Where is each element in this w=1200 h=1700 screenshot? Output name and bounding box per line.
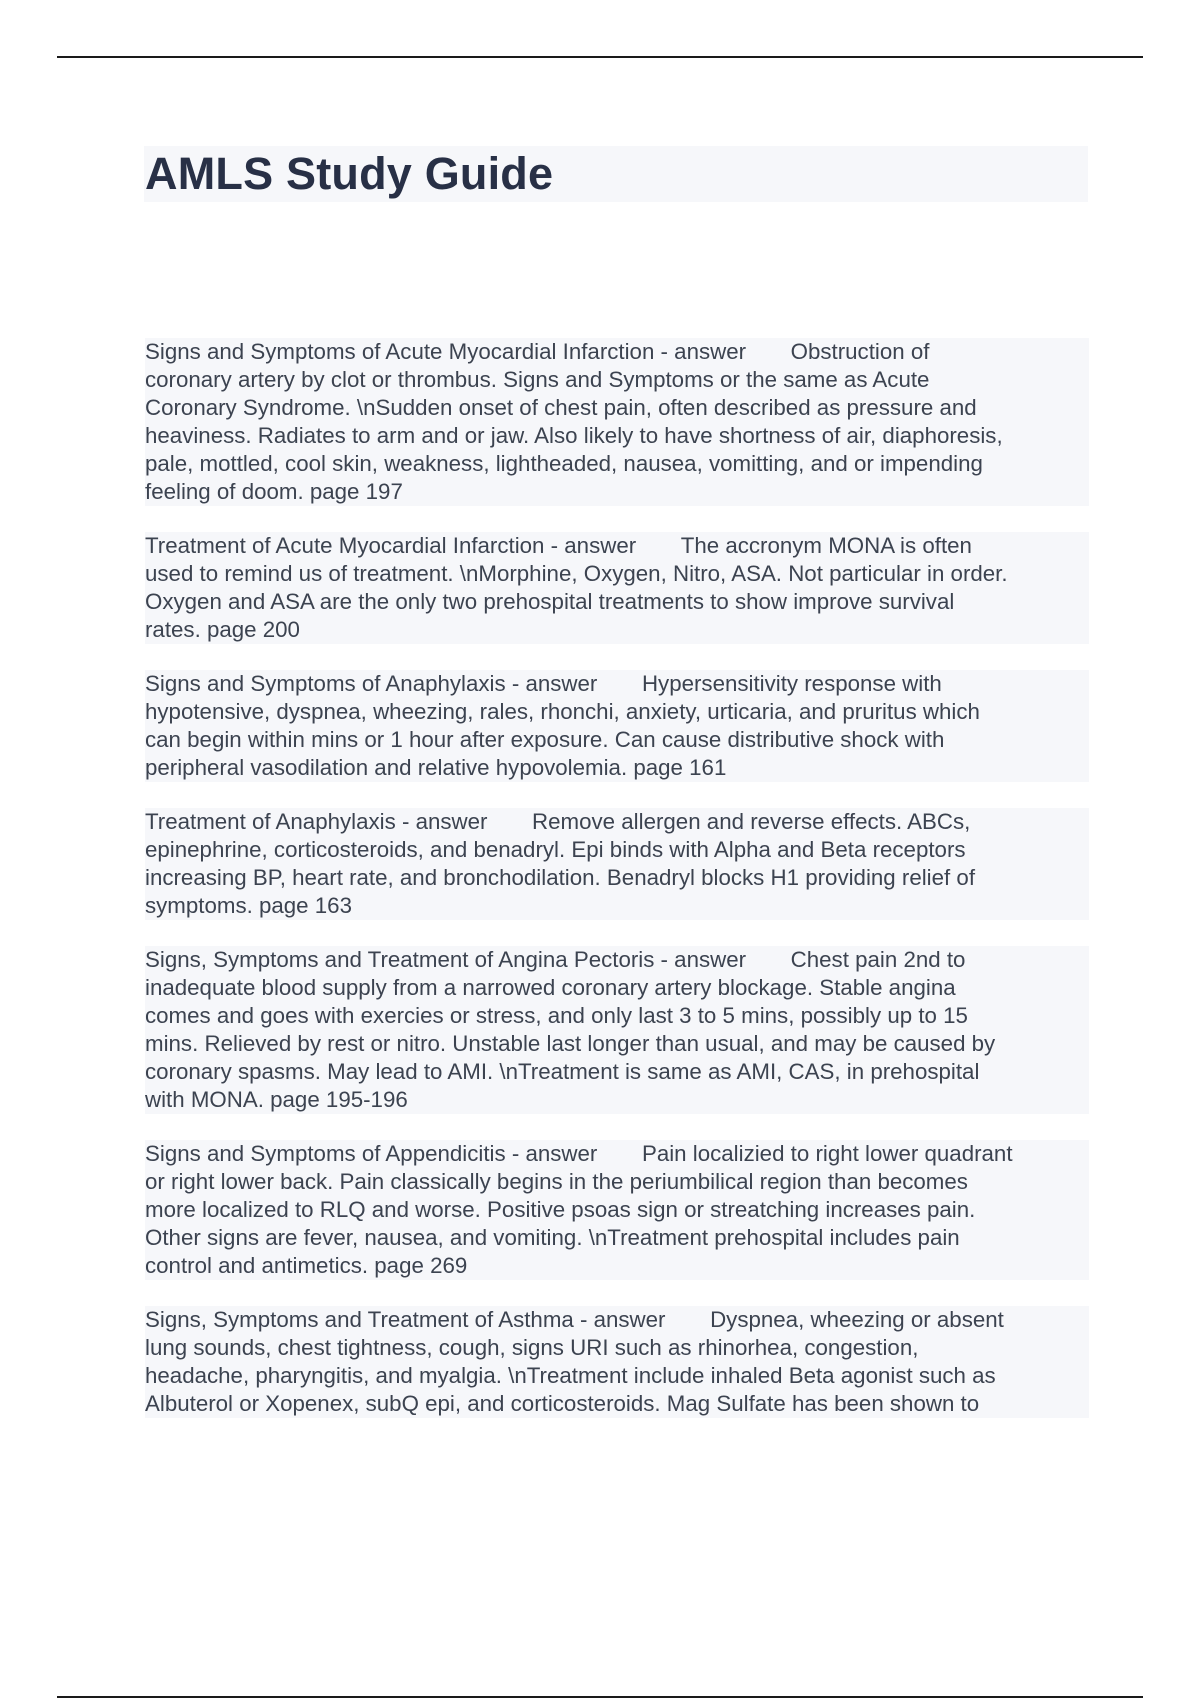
entry-line: with MONA. page 195-196 [145,1086,1089,1114]
entry-line: peripheral vasodilation and relative hypovolemia. page 161 [145,754,1089,782]
entry-line: inadequate blood supply from a narrowed coronary artery blockage. Stable angina [145,974,1089,1002]
entry-line: Oxygen and ASA are the only two prehospital treatments to show improve survival [145,588,1089,616]
entry-appendicitis [145,1140,1089,1280]
top-rule [57,56,1143,58]
entry-ami-signs [145,338,1089,506]
entry-line: can begin within mins or 1 hour after exposure. Can cause distributive shock with [145,726,1089,754]
entry-line: comes and goes with exercies or stress, and only last 3 to 5 mins, possibly up to 15 [145,1002,1089,1030]
entry-line: mins. Relieved by rest or nitro. Unstable last longer than usual, and may be caused by [145,1030,1089,1058]
entry-line: feeling of doom. page 197 [145,478,1089,506]
entry-line: epinephrine, corticosteroids, and benadryl. Epi binds with Alpha and Beta receptors [145,836,1089,864]
entry-line: coronary artery by clot or thrombus. Signs and Symptoms or the same as Acute [145,366,1089,394]
study-entries [145,338,1089,1444]
entry-line: used to remind us of treatment. \nMorphine, Oxygen, Nitro, ASA. Not particular in order. [145,560,1089,588]
bottom-rule [57,1696,1143,1698]
entry-anaphylaxis-signs [145,670,1089,782]
entry-line: increasing BP, heart rate, and bronchodilation. Benadryl blocks H1 providing relief of [145,864,1089,892]
entry-line: heaviness. Radiates to arm and or jaw. Also likely to have shortness of air, diaphoresis, [145,422,1089,450]
entry-line: Signs, Symptoms and Treatment of Angina Pectoris - answer Chest pain 2nd to [145,946,1089,974]
entry-line: pale, mottled, cool skin, weakness, lightheaded, nausea, vomitting, and or impending [145,450,1089,478]
entry-line: headache, pharyngitis, and myalgia. \nTreatment include inhaled Beta agonist such as [145,1362,1089,1390]
entry-line: control and antimetics. page 269 [145,1252,1089,1280]
entry-line: lung sounds, chest tightness, cough, signs URI such as rhinorhea, congestion, [145,1334,1089,1362]
entry-angina [145,946,1089,1114]
entry-line: more localized to RLQ and worse. Positive psoas sign or streatching increases pain. [145,1196,1089,1224]
entry-line: Signs and Symptoms of Anaphylaxis - answer Hypersensitivity response with [145,670,1089,698]
entry-line: Other signs are fever, nausea, and vomiting. \nTreatment prehospital includes pain [145,1224,1089,1252]
page-title: AMLS Study Guide [145,148,554,199]
entry-line: Signs and Symptoms of Acute Myocardial Infarction - answer Obstruction of [145,338,1089,366]
entry-line: rates. page 200 [145,616,1089,644]
entry-line: coronary spasms. May lead to AMI. \nTreatment is same as AMI, CAS, in prehospital [145,1058,1089,1086]
entry-anaphylaxis-treatment [145,808,1089,920]
entry-line: or right lower back. Pain classically begins in the periumbilical region than becomes [145,1168,1089,1196]
entry-line: Signs and Symptoms of Appendicitis - answer Pain localizied to right lower quadrant [145,1140,1089,1168]
entry-line: Signs, Symptoms and Treatment of Asthma - answer Dyspnea, wheezing or absent [145,1306,1089,1334]
entry-line: symptoms. page 163 [145,892,1089,920]
entry-line: Coronary Syndrome. \nSudden onset of chest pain, often described as pressure and [145,394,1089,422]
entry-line: Albuterol or Xopenex, subQ epi, and corticosteroids. Mag Sulfate has been shown to [145,1390,1089,1418]
title-block [144,146,1088,202]
entry-line: hypotensive, dyspnea, wheezing, rales, rhonchi, anxiety, urticaria, and pruritus which [145,698,1089,726]
entry-ami-treatment [145,532,1089,644]
entry-asthma [145,1306,1089,1418]
entry-line: Treatment of Acute Myocardial Infarction - answer The accronym MONA is often [145,532,1089,560]
entry-line: Treatment of Anaphylaxis - answer Remove allergen and reverse effects. ABCs, [145,808,1089,836]
